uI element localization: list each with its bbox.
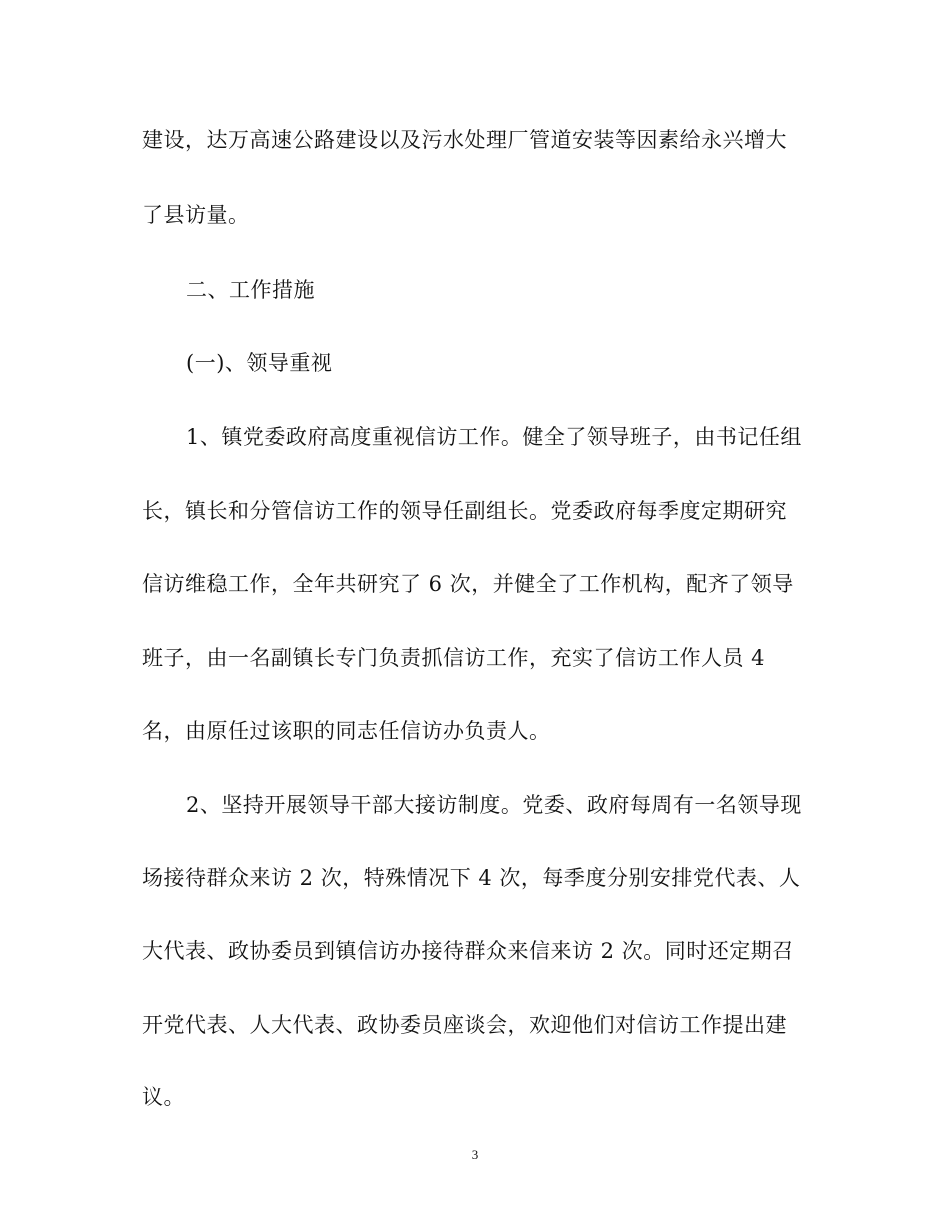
body-text-line: 开党代表、人大代表、政协委员座谈会，欢迎他们对信访工作提出建 — [142, 1013, 787, 1037]
body-text-line: 建设，达万高速公路建设以及污水处理厂管道安装等因素给永兴增大 — [142, 128, 787, 152]
body-text-line: 班子，由一名副镇长专门负责抓信访工作，充实了信访工作人员 4 — [142, 646, 766, 670]
body-text-line: 2、坚持开展领导干部大接访制度。党委、政府每周有一名领导现 — [186, 793, 802, 817]
body-text-line: 信访维稳工作，全年共研究了 6 次，并健全了工作机构，配齐了领导 — [142, 572, 794, 596]
body-text-line: 议。 — [142, 1085, 185, 1109]
subsection-heading: (一)、领导重视 — [186, 351, 333, 375]
body-text-line: 名，由原任过该职的同志任信访办负责人。 — [142, 719, 551, 743]
body-text-line: 大代表、政协委员到镇信访办接待群众来信来访 2 次。同时还定期召 — [142, 939, 794, 963]
page-number: 3 — [471, 1147, 479, 1162]
body-text-line: 场接待群众来访 2 次，特殊情况下 4 次，每季度分别安排党代表、人 — [142, 866, 801, 890]
body-text-line: 了县访量。 — [142, 203, 250, 227]
section-heading: 二、工作措施 — [186, 278, 315, 302]
body-text-line: 长，镇长和分管信访工作的领导任副组长。党委政府每季度定期研究 — [142, 499, 787, 523]
body-text-line: 1、镇党委政府高度重视信访工作。健全了领导班子，由书记任组 — [186, 425, 802, 449]
